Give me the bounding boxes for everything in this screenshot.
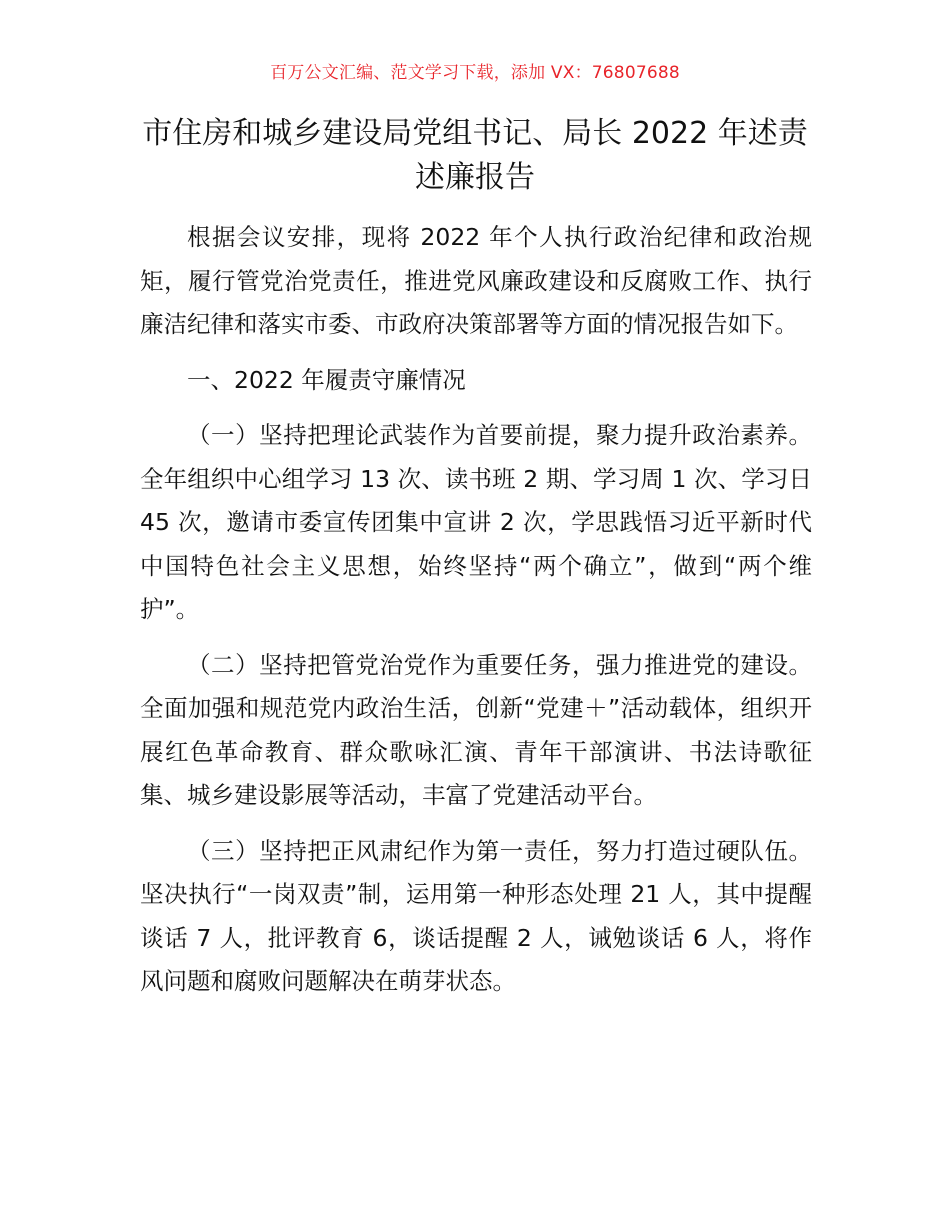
header-note: 百万公文汇编、范文学习下载，添加 VX：76807688	[270, 63, 680, 83]
paragraph-item-1: （一）坚持把理论武装作为首要前提，聚力提升政治素养。全年组织中心组学习 13 次、读书班 2 期、学习周 1 次、学习日 45 次，邀请市委宣传团集中宣讲 2 次，学思践悟习近平新时代中国特色社会主义思想，始终坚持“两个确立”，做到“两个维护”。	[140, 421, 812, 623]
page-title: 市住房和城乡建设局党组书记、局长 2022 年述责述廉报告	[142, 116, 808, 195]
paragraph-item-2: （二）坚持把管党治党作为重要任务，强力推进党的建设。全面加强和规范党内政治生活，创新“党建＋”活动载体，组织开展红色革命教育、群众歌咏汇演、青年干部演讲、书法诗歌征集、城乡建设影展等活动，丰富了党建活动平台。	[140, 650, 812, 809]
paragraph-intro: 根据会议安排，现将 2022 年个人执行政治纪律和政治规矩，履行管党治党责任，推进党风廉政建设和反腐败工作、执行廉洁纪律和落实市委、市政府决策部署等方面的情况报告如下。	[140, 223, 812, 338]
section-heading: 一、2022 年履责守廉情况	[187, 365, 466, 394]
paragraph-item-3: （三）坚持把正风肃纪作为第一责任，努力打造过硬队伍。坚决执行“一岗双责”制，运用第一种形态处理 21 人，其中提醒谈话 7 人，批评教育 6，谈话提醒 2 人，诫勉谈话 6 人，将作风问题和腐败问题解决在萌芽状态。	[140, 836, 812, 995]
document-body	[140, 216, 812, 1016]
